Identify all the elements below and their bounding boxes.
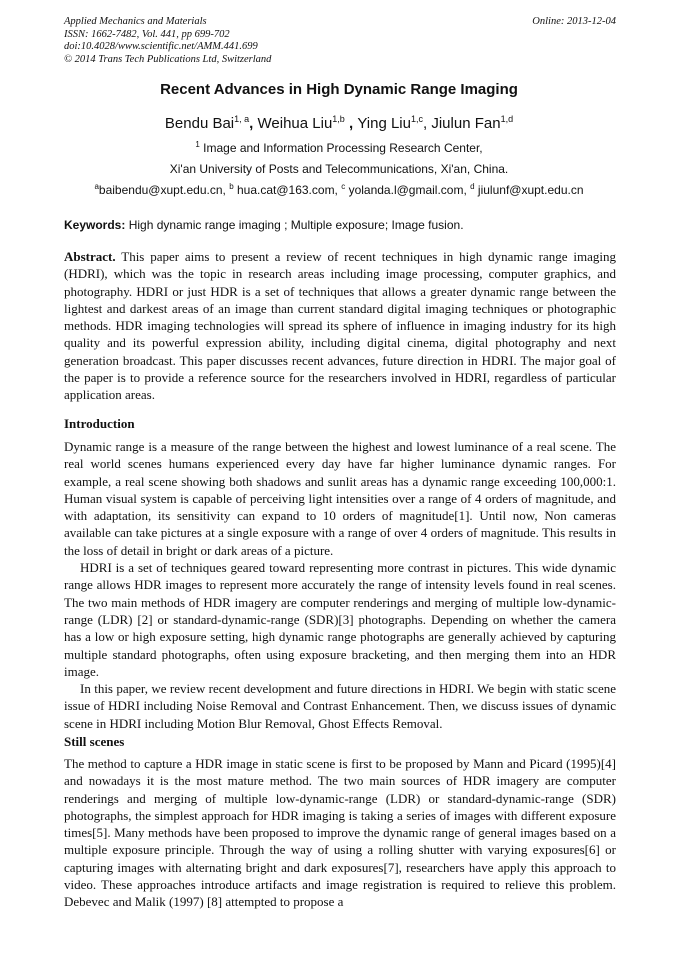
introduction-body: [64, 438, 616, 732]
author-separator: ,: [423, 115, 432, 132]
abstract-label: Abstract.: [64, 249, 116, 264]
keywords-text: High dynamic range imaging ; Multiple exposure; Image fusion.: [125, 218, 464, 232]
email-address: jiulunf@xupt.edu.cn: [474, 183, 584, 197]
email-address: yolanda.l@gmail.com,: [345, 183, 471, 197]
affiliation-name: Image and Information Processing Research Center,: [199, 141, 483, 155]
issn-line: ISSN: 1662-7482, Vol. 441, pp 699-702: [64, 28, 230, 40]
paper-title: Recent Advances in High Dynamic Range Imaging: [160, 81, 518, 98]
abstract-text: This paper aims to present a review of recent techniques in high dynamic range imaging (HDRI), which was the topic in research areas including image processing, computer graphics, and photography. HDRI or just HDR is a set of techniques that allows a greater dynamic range between the lightest and darkest areas of an image than current standard digital imaging techniques or photographic methods. HDR imaging technologies will spread its sphere of influence in imaging industry for its high quality and its powerful expression ability, including digital cinema, digital photography and next generation broadcast. This paper discusses recent advances, future direction in HDRI. The major goal of the paper is to provide a reference source for the researchers involved in HDRI, regardless of particular application areas.: [64, 249, 616, 403]
email-address: baibendu@xupt.edu.cn,: [98, 183, 230, 197]
email-address: hua.cat@163.com,: [233, 183, 342, 197]
email-line: [0, 182, 678, 197]
copyright-line: © 2014 Trans Tech Publications Ltd, Switzerland: [64, 53, 272, 65]
journal-name: Applied Mechanics and Materials: [64, 16, 207, 27]
paragraph: Dynamic range is a measure of the range between the highest and lowest luminance of a real scene. The real world scenes humans experienced every day have far higher luminance dynamic ranges. For example, a real scene showing both shadows and sunlit areas has a dynamic range exceeding 100,000:1. Human visual system is capable of perceiving light intensities over a range of 4 orders of magnitude, and with adaptation, its sensitivity can expand to 10 orders of magnitude[1]. Until now, Non cameras available can take pictures at a single exposure with a range of over 4 orders of magnitude. This results in the loss of detail in bright or dark areas of a picture.: [64, 439, 616, 558]
author-separator: ,: [344, 115, 358, 132]
affiliation-line-1: [0, 140, 678, 155]
email-superscript: c: [341, 182, 346, 191]
author-name: Weihua Liu: [257, 115, 333, 132]
keywords: [64, 218, 616, 232]
paragraph: The method to capture a HDR image in static scene is first to be proposed by Mann and Picard (1995)[4] and nowadays it is the most mature method. The two main sources of HDR imagery are computer renderings and merging of multiple low-dynamic-range (LDR) or standard-dynamic-range (SDR) photographs, the simplest approach for HDR imaging is taking a series of images with different exposure times[5]. Many methods have been proposed to improve the dynamic range of general images based on a multiple exposure principle. Through the way of using a rolling shutter with varying exposures[6] or capturing images with alternating bright and dark exposures[7], researchers have apply this approach to video. These approaches introduce artifacts and image registration is required to relieve this problem. Debevec and Malik (1997) [8] attempted to propose a: [64, 756, 616, 910]
paragraph: HDRI is a set of techniques geared toward representing more contrast in pictures. This wide dynamic range allows HDR images to represent more accurately the range of intensity levels found in real scenes. The two main methods of HDR imagery are computer renderings and merging of multiple low-dynamic-range (LDR) [2] or standard-dynamic-range (SDR)[3] photographs. Depending on whether the camera has a low or high exposure setting, high dynamic range photographs are generally achieved by capturing multiple standard photographs, often using exposure bracketing, and then merging them into an HDR image.: [64, 560, 616, 679]
author-superscript: 1, a: [234, 114, 250, 124]
author-superscript: 1,d: [500, 114, 514, 124]
affiliation-superscript: 1: [195, 140, 200, 149]
abstract: [64, 248, 616, 404]
online-date: Online: 2013-12-04: [532, 16, 616, 27]
author-list: [0, 114, 678, 132]
journal-header: [64, 16, 616, 66]
author-separator: ,: [249, 115, 258, 132]
doi-line: doi:10.4028/www.scientific.net/AMM.441.699: [64, 41, 258, 52]
author-name: Ying Liu: [357, 115, 411, 132]
author-name: Bendu Bai: [164, 115, 235, 132]
email-superscript: b: [229, 182, 234, 191]
author-name: Jiulun Fan: [431, 115, 501, 132]
still-scenes-body: [64, 755, 616, 911]
email-superscript: d: [470, 182, 475, 191]
paragraph: In this paper, we review recent development and future directions in HDRI. We begin with static scene issue of HDRI including Noise Removal and Contrast Enhancement. Then, we discuss issues of dynamic scene in HDRI including Motion Blur Removal, Ghost Effects Removal.: [64, 681, 616, 731]
affiliation-line-2: Xi'an University of Posts and Telecommunications, Xi'an, China.: [169, 162, 509, 176]
author-superscript: 1,b: [332, 114, 345, 124]
section-heading-still-scenes: Still scenes: [64, 734, 125, 749]
section-heading-introduction: Introduction: [64, 416, 135, 431]
keywords-label: Keywords:: [64, 218, 126, 232]
email-superscript: a: [94, 182, 99, 191]
author-superscript: 1,c: [410, 114, 423, 124]
